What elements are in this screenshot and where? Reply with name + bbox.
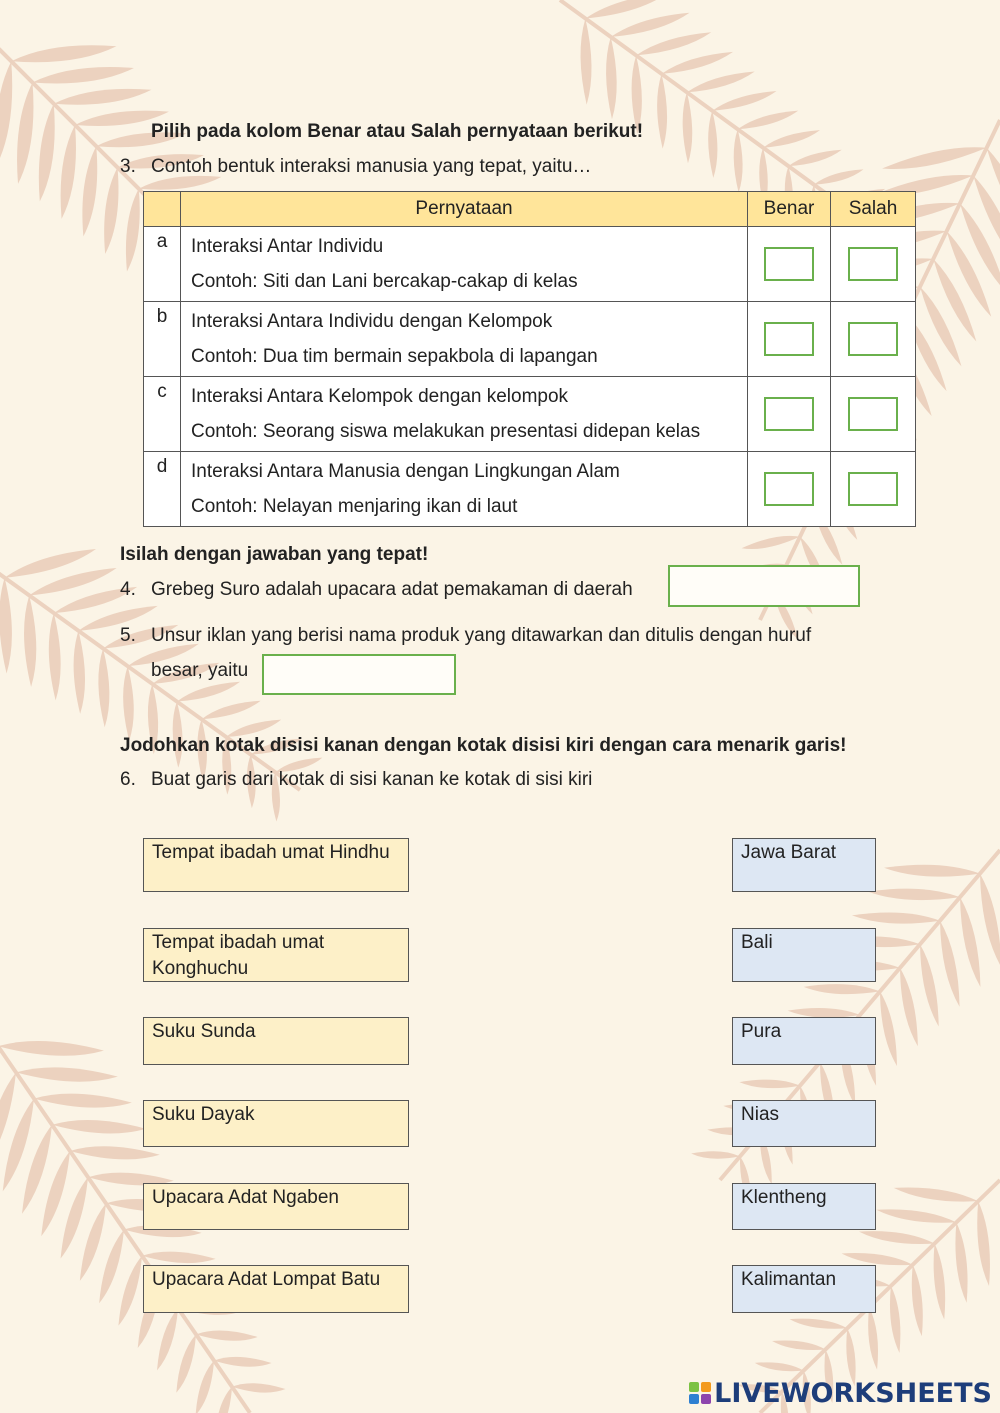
answer-box-d-salah[interactable] <box>848 472 898 506</box>
question-6-text: Buat garis dari kotak di sisi kanan ke kotak di sisi kiri <box>151 769 593 790</box>
question-5-text-line2: besar, yaitu <box>151 660 249 681</box>
header-false: Salah <box>831 192 916 227</box>
row-letter: b <box>144 302 181 377</box>
match-left-item[interactable]: Tempat ibadah umat Konghuchu <box>143 928 409 982</box>
match-left-item[interactable]: Suku Sunda <box>143 1017 409 1065</box>
match-right-item[interactable]: Bali <box>732 928 876 982</box>
answer-box-a-benar[interactable] <box>764 247 814 281</box>
row-title: Interaksi Antara Individu dengan Kelompok <box>191 311 553 332</box>
section1-instruction: Pilih pada kolom Benar atau Salah pernyataan berikut! <box>151 121 644 142</box>
liveworksheets-logo <box>689 1376 992 1410</box>
row-example: Contoh: Siti dan Lani bercakap-cakap di kelas <box>191 271 578 292</box>
answer-box-d-benar[interactable] <box>764 472 814 506</box>
row-letter: d <box>144 452 181 527</box>
true-false-table <box>143 191 916 527</box>
match-right-item[interactable]: Klentheng <box>732 1183 876 1230</box>
match-right-item[interactable]: Kalimantan <box>732 1265 876 1313</box>
header-statement: Pernyataan <box>181 192 748 227</box>
row-example: Contoh: Dua tim bermain sepakbola di lapangan <box>191 346 598 367</box>
match-right-item[interactable]: Jawa Barat <box>732 838 876 892</box>
row-title: Interaksi Antara Manusia dengan Lingkungan Alam <box>191 461 620 482</box>
question-5-number: 5. <box>120 625 136 646</box>
row-example: Contoh: Seorang siswa melakukan presentasi didepan kelas <box>191 421 701 442</box>
question-4-number: 4. <box>120 579 136 600</box>
answer-box-c-benar[interactable] <box>764 397 814 431</box>
table-row <box>144 377 916 452</box>
row-letter: a <box>144 227 181 302</box>
row-title: Interaksi Antara Kelompok dengan kelompok <box>191 386 569 407</box>
answer-input-4[interactable] <box>668 565 860 607</box>
table-row <box>144 227 916 302</box>
liveworksheets-logo-icon <box>689 1382 711 1404</box>
row-example: Contoh: Nelayan menjaring ikan di laut <box>191 496 518 517</box>
answer-box-a-salah[interactable] <box>848 247 898 281</box>
question-6-number: 6. <box>120 769 136 790</box>
question-3-text: Contoh bentuk interaksi manusia yang tepat, yaitu… <box>151 156 592 177</box>
brand-name: LIVEWORKSHEETS <box>714 1377 992 1409</box>
table-row <box>144 452 916 527</box>
table-header-row <box>144 192 916 227</box>
question-3-number: 3. <box>120 156 136 177</box>
question-5-text-line1: Unsur iklan yang berisi nama produk yang ditawarkan dan ditulis dengan huruf <box>151 625 812 646</box>
answer-input-5[interactable] <box>262 654 456 695</box>
table-row <box>144 302 916 377</box>
row-title: Interaksi Antar Individu <box>191 236 384 257</box>
match-right-item[interactable]: Pura <box>732 1017 876 1065</box>
match-left-item[interactable]: Upacara Adat Lompat Batu <box>143 1265 409 1313</box>
answer-box-b-benar[interactable] <box>764 322 814 356</box>
question-4-text: Grebeg Suro adalah upacara adat pemakaman di daerah <box>151 579 633 600</box>
match-left-item[interactable]: Tempat ibadah umat Hindhu <box>143 838 409 892</box>
section3-instruction: Jodohkan kotak disisi kanan dengan kotak disisi kiri dengan cara menarik garis! <box>120 735 847 756</box>
header-true: Benar <box>748 192 831 227</box>
match-right-item[interactable]: Nias <box>732 1100 876 1147</box>
match-left-item[interactable]: Suku Dayak <box>143 1100 409 1147</box>
match-left-item[interactable]: Upacara Adat Ngaben <box>143 1183 409 1230</box>
answer-box-b-salah[interactable] <box>848 322 898 356</box>
section2-instruction: Isilah dengan jawaban yang tepat! <box>120 544 429 565</box>
row-letter: c <box>144 377 181 452</box>
answer-box-c-salah[interactable] <box>848 397 898 431</box>
